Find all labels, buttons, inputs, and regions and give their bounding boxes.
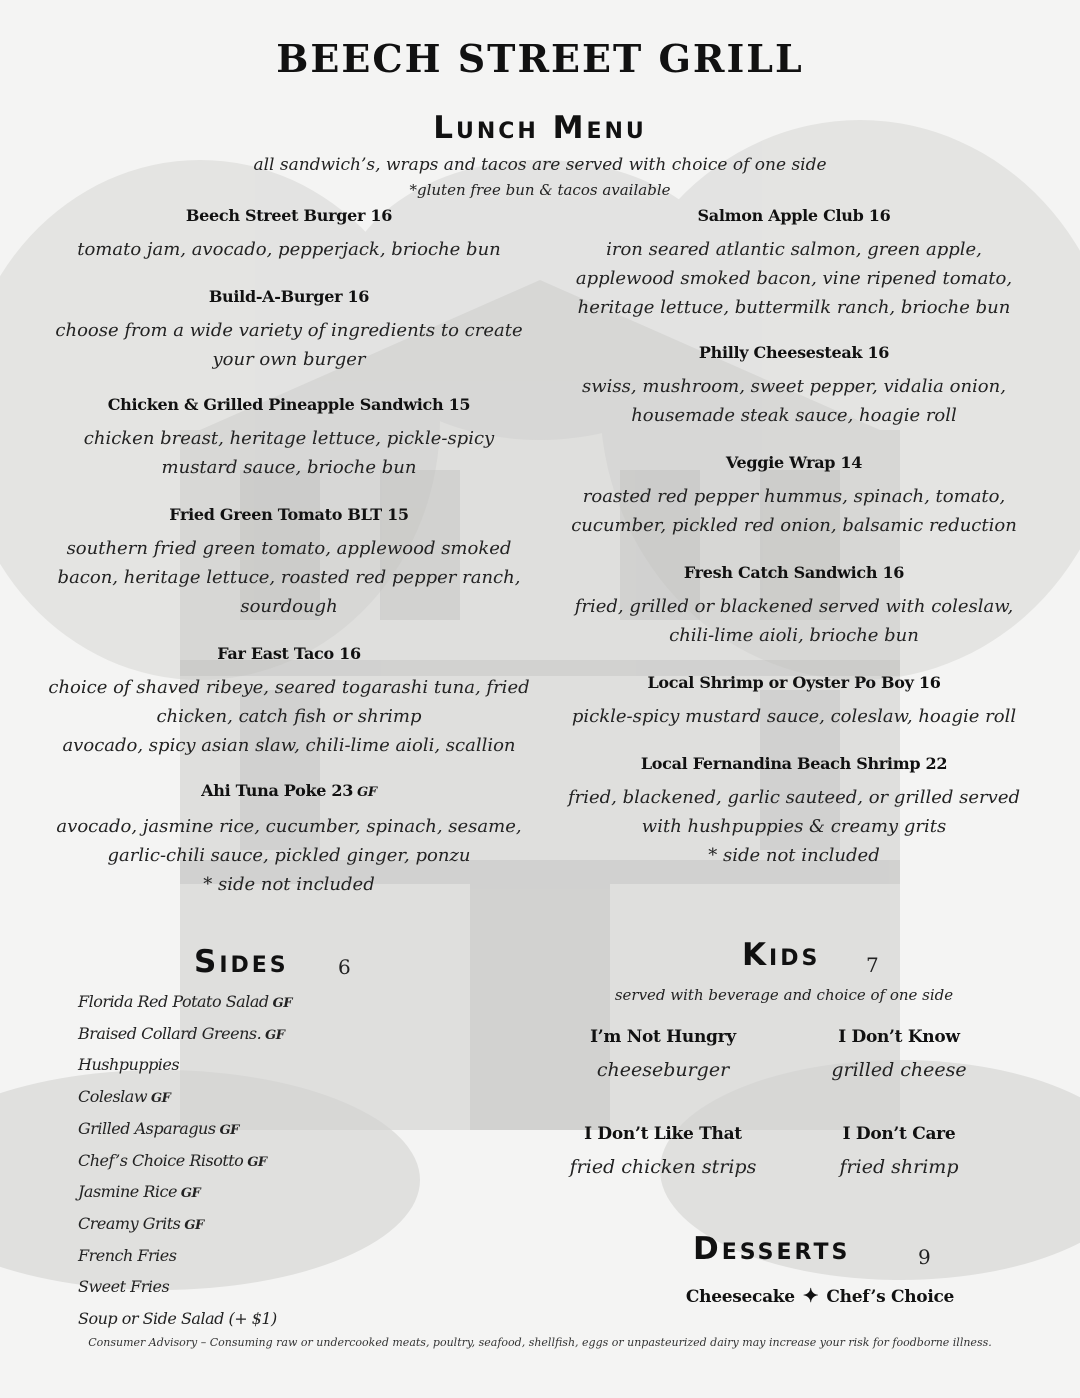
menu-item — [556, 753, 1032, 870]
menu-item — [44, 286, 534, 374]
item-name: Philly Cheesesteak 16 — [698, 343, 890, 362]
item-name-text: Ahi Tuna Poke 23 — [201, 781, 354, 800]
menu-item — [556, 205, 1032, 322]
kids-heading: Kids — [742, 937, 821, 973]
kids-note: served with beverage and choice of one side — [614, 986, 954, 1004]
item-description: swiss, mushroom, sweet pepper, vidalia onion, housemade steak sauce, hoagie roll — [582, 376, 1006, 426]
item-name — [44, 780, 534, 804]
item-description: tomato jam, avocado, pepperjack, brioche bun — [77, 239, 501, 260]
gluten-free-tag: GF — [265, 1027, 285, 1043]
item-description: choose from a wide variety of ingredients to create your own burger — [55, 320, 523, 370]
item-name: Local Fernandina Beach Shrimp 22 — [640, 754, 948, 773]
item-name: Build-A-Burger 16 — [208, 287, 370, 306]
gluten-free-note: *gluten free bun & tacos available — [409, 181, 671, 199]
side-label: Hushpuppies — [78, 1055, 180, 1075]
desserts-heading: Desserts — [693, 1231, 851, 1267]
item-description: roasted red pepper hummus, spinach, tomato, cucumber, pickled red onion, balsamic reduction — [571, 486, 1017, 536]
gluten-free-tag: GF — [151, 1091, 171, 1107]
item-name: Fried Green Tomato BLT 15 — [169, 505, 409, 524]
dessert-item: Cheesecake — [685, 1287, 795, 1307]
kids-item-name: I Don’t Care — [842, 1124, 956, 1144]
list-item — [78, 1082, 498, 1114]
kids-item — [789, 1027, 1009, 1081]
kids-item-description: cheeseburger — [596, 1059, 730, 1081]
sides-heading: Sides — [194, 944, 289, 980]
side-label: Coleslaw — [78, 1087, 148, 1107]
list-item — [78, 1146, 498, 1178]
dessert-item: Chef’s Choice — [826, 1287, 955, 1307]
side-label: Chef’s Choice Risotto — [78, 1150, 244, 1170]
desserts-list — [680, 1285, 960, 1307]
gluten-free-tag: GF — [272, 996, 292, 1011]
menu-subtitle: Lunch Menu — [433, 110, 647, 146]
menu-item — [556, 672, 1032, 731]
star-separator-icon: ✦ — [802, 1285, 819, 1307]
kids-item-description: grilled cheese — [831, 1059, 967, 1081]
sides-list — [78, 987, 498, 1336]
menu-item — [44, 643, 534, 760]
item-name: Beech Street Burger 16 — [185, 206, 393, 225]
side-label: Braised Collard Greens. — [78, 1023, 262, 1043]
gluten-free-tag: GF — [357, 785, 377, 800]
kids-item-name: I Don’t Like That — [584, 1124, 742, 1144]
consumer-advisory: Consumer Advisory – Consuming raw or undercooked meats, poultry, seafood, shellfish, eggs or unpasteurized dairy may increase your risk for foodborne illness. — [88, 1336, 992, 1349]
kids-item-name: I’m Not Hungry — [590, 1027, 736, 1047]
kids-item — [553, 1124, 773, 1178]
list-item — [78, 1241, 498, 1273]
kids-item — [553, 1027, 773, 1081]
side-label: Creamy Grits — [78, 1213, 181, 1233]
list-item — [78, 1050, 498, 1082]
item-description: pickle-spicy mustard sauce, coleslaw, hoagie roll — [571, 706, 1017, 727]
menu-item — [44, 394, 534, 482]
item-name: Veggie Wrap 14 — [725, 453, 863, 472]
kids-item — [789, 1124, 1009, 1178]
item-description: choice of shaved ribeye, seared togarashi tuna, fried chicken, catch fish or shrimp — [48, 677, 530, 727]
item-description-extra: * side not included — [203, 874, 375, 895]
item-description: avocado, jasmine rice, cucumber, spinach, sesame, garlic-chili sauce, pickled ginger, ponzu — [56, 816, 522, 866]
list-item — [78, 1114, 498, 1146]
list-item — [78, 1209, 498, 1241]
list-item — [78, 987, 498, 1019]
item-name: Salmon Apple Club 16 — [697, 206, 891, 225]
list-item — [78, 1177, 498, 1209]
list-item — [78, 1304, 498, 1336]
side-label: Grilled Asparagus — [78, 1118, 216, 1138]
item-name: Local Shrimp or Oyster Po Boy 16 — [647, 673, 941, 692]
item-description-extra: avocado, spicy asian slaw, chili-lime aioli, scallion — [62, 735, 516, 756]
menu-item — [556, 342, 1032, 430]
item-name: Chicken & Grilled Pineapple Sandwich 15 — [107, 395, 471, 414]
kids-item-description: fried chicken strips — [569, 1156, 757, 1178]
desserts-price: 9 — [918, 1245, 931, 1269]
right-menu-column — [556, 205, 1032, 870]
side-label: Sweet Fries — [78, 1277, 170, 1297]
item-name: Far East Taco 16 — [217, 644, 361, 663]
item-description: iron seared atlantic salmon, green apple, applewood smoked bacon, vine ripened tomato, heritage lettuce, buttermilk ranch, brioche bun — [575, 239, 1013, 318]
menu-item — [44, 205, 534, 264]
item-description: chicken breast, heritage lettuce, pickle-spicy mustard sauce, brioche bun — [83, 428, 495, 478]
menu-item — [44, 504, 534, 621]
gluten-free-tag: GF — [184, 1217, 204, 1233]
kids-item-description: fried shrimp — [839, 1156, 959, 1178]
restaurant-title: BEECH STREET GRILL — [276, 36, 804, 81]
side-label: Jasmine Rice — [78, 1182, 177, 1202]
kids-item-name: I Don’t Know — [838, 1027, 960, 1047]
kids-price: 7 — [866, 953, 879, 977]
item-description: southern fried green tomato, applewood smoked bacon, heritage lettuce, roasted red pepper ranch, sourdough — [57, 538, 521, 617]
list-item — [78, 1019, 498, 1051]
item-name: Fresh Catch Sandwich 16 — [683, 563, 905, 582]
item-description: fried, grilled or blackened served with coleslaw, chili-lime aioli, brioche bun — [574, 596, 1014, 646]
left-menu-column — [44, 205, 534, 899]
sides-price: 6 — [338, 955, 351, 979]
side-label: French Fries — [78, 1245, 177, 1265]
menu-item — [556, 452, 1032, 540]
menu-item — [556, 562, 1032, 650]
side-label: Soup or Side Salad (+ $1) — [78, 1309, 277, 1329]
side-label: Florida Red Potato Salad — [78, 992, 269, 1011]
gluten-free-tag: GF — [247, 1154, 267, 1170]
list-item — [78, 1272, 498, 1304]
item-description: fried, blackened, garlic sauteed, or grilled served with hushpuppies & creamy grits — [567, 787, 1021, 837]
intro-note: all sandwich’s, wraps and tacos are served with choice of one side — [253, 155, 827, 175]
menu-item — [44, 780, 534, 899]
gluten-free-tag: GF — [219, 1122, 239, 1138]
gluten-free-tag: GF — [180, 1186, 201, 1202]
item-description-extra: * side not included — [708, 845, 880, 866]
